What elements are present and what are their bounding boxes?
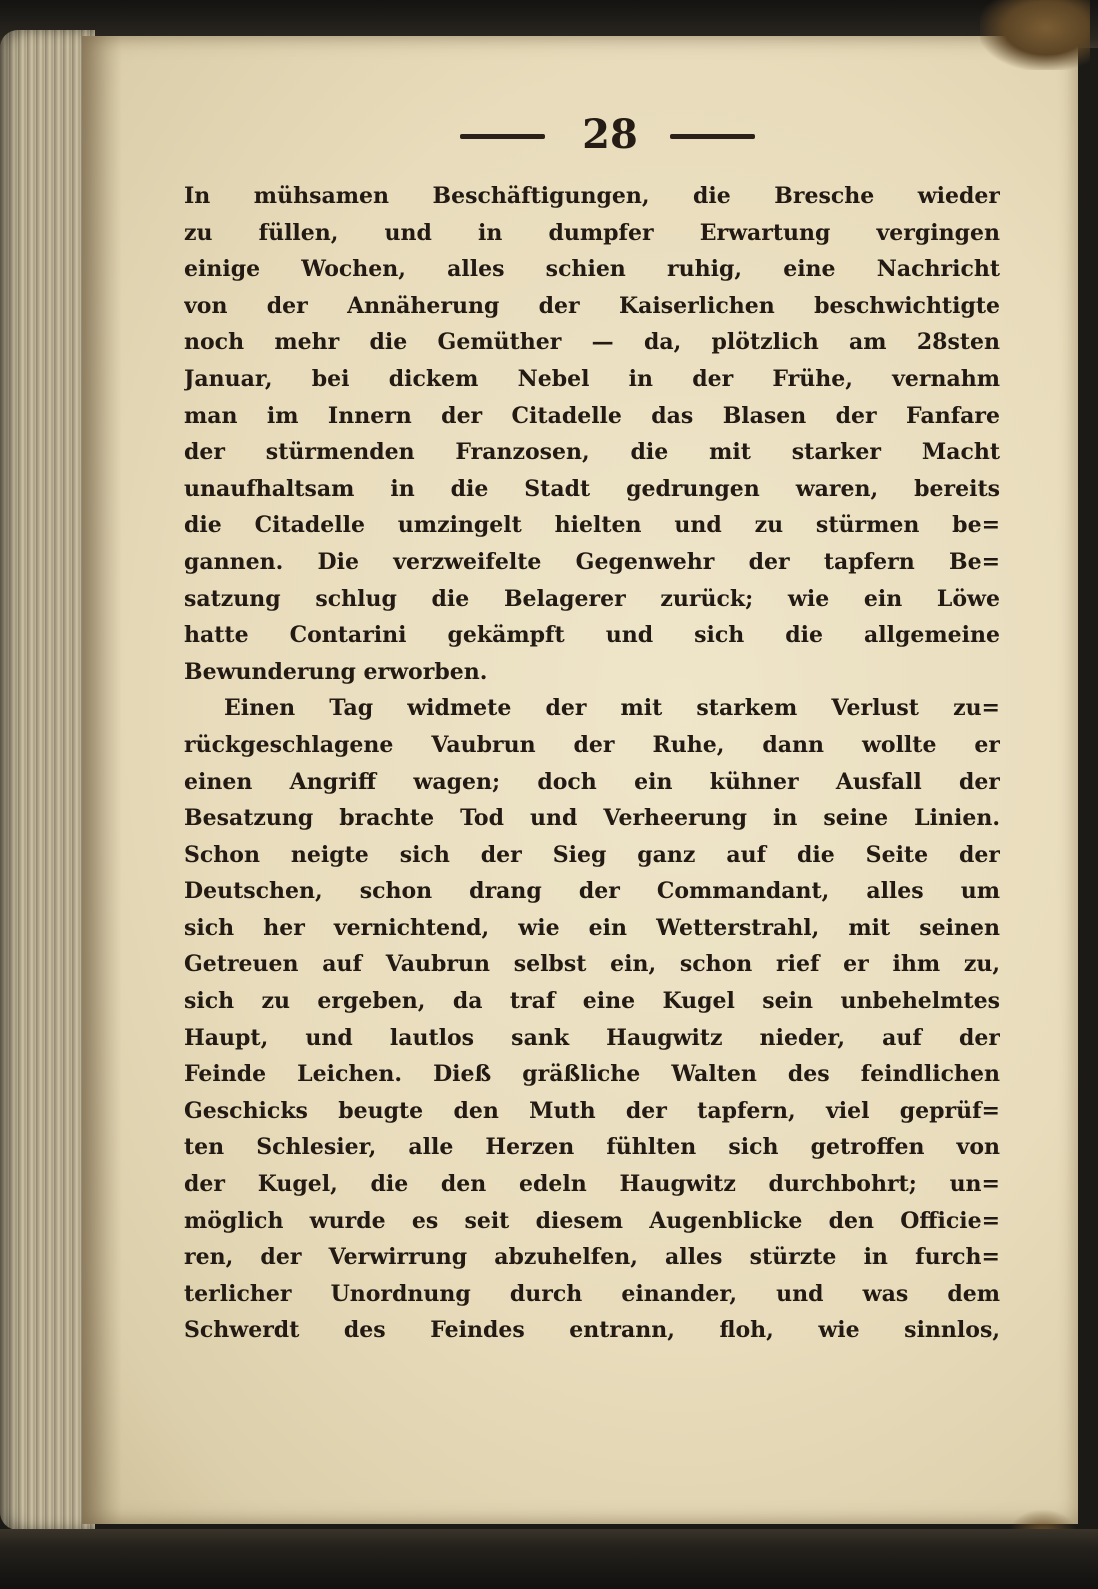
text-line: unaufhaltsam in die Stadt gedrungen waren, bereits xyxy=(184,475,1000,502)
text-line: ren, der Verwirrung abzuhelfen, alles stürzte in furch= xyxy=(184,1244,1000,1271)
page-stack-edges xyxy=(0,30,95,1530)
text-line: der Kugel, die den edeln Haugwitz durchbohrt; un= xyxy=(184,1171,1000,1198)
text-line: einen Angriff wagen; doch ein kühner Ausfall der xyxy=(184,768,1000,795)
text-line: sich her vernichtend, wie ein Wetterstrahl, mit seinen xyxy=(184,914,1000,941)
text-line: der stürmenden Franzosen, die mit starker Macht xyxy=(184,439,1000,466)
page-header xyxy=(460,110,760,160)
text-line: zu füllen, und in dumpfer Erwartung vergingen xyxy=(184,219,1000,246)
text-line: die Citadelle umzingelt hielten und zu stürmen be= xyxy=(184,512,1000,539)
text-line: satzung schlug die Belagerer zurück; wie ein Löwe xyxy=(184,585,1000,612)
text-line: möglich wurde es seit diesem Augenblicke den Officie= xyxy=(184,1207,1000,1234)
worn-corner-top xyxy=(980,0,1090,70)
text-line: Einen Tag widmete der mit starkem Verlust zu= xyxy=(224,695,1000,722)
text-line: Schwerdt des Feindes entrann, floh, wie sinnlos, xyxy=(184,1317,1000,1344)
text-line: Januar, bei dickem Nebel in der Frühe, vernahm xyxy=(184,365,1000,392)
header-rule-left xyxy=(460,134,545,139)
text-line: einige Wochen, alles schien ruhig, eine Nachricht xyxy=(184,256,1000,283)
text-line: ten Schlesier, alle Herzen fühlten sich getroffen von xyxy=(184,1134,1000,1161)
text-line: sich zu ergeben, da traf eine Kugel sein unbehelmtes xyxy=(184,988,1000,1015)
text-line: rückgeschlagene Vaubrun der Ruhe, dann wollte er xyxy=(184,731,1000,758)
text-line: Geschicks beugte den Muth der tapfern, viel geprüf= xyxy=(184,1097,1000,1124)
text-line: Getreuen auf Vaubrun selbst ein, schon rief er ihm zu, xyxy=(184,951,1000,978)
text-line: hatte Contarini gekämpft und sich die allgemeine xyxy=(184,622,1000,649)
text-line: Besatzung brachte Tod und Verheerung in seine Linien. xyxy=(184,805,1000,832)
text-line: Schon neigte sich der Sieg ganz auf die Seite der xyxy=(184,841,1000,868)
text-line: terlicher Unordnung durch einander, und was dem xyxy=(184,1280,1000,1307)
text-line: Haupt, und lautlos sank Haugwitz nieder, auf der xyxy=(184,1024,1000,1051)
spine-shadow xyxy=(82,36,122,1524)
book-cover-bottom-edge xyxy=(0,1529,1098,1589)
text-line: Deutschen, schon drang der Commandant, alles um xyxy=(184,878,1000,905)
text-line: von der Annäherung der Kaiserlichen beschwichtigte xyxy=(184,292,1000,319)
header-rule-right xyxy=(670,134,755,139)
page-number: 28 xyxy=(582,111,638,158)
text-line: noch mehr die Gemüther — da, plötzlich am 28sten xyxy=(184,329,1000,356)
text-line: Bewunderung erworben. xyxy=(184,658,488,685)
text-line: In mühsamen Beschäftigungen, die Bresche wieder xyxy=(184,183,1000,209)
paragraph-2 xyxy=(184,690,1000,1349)
body-text xyxy=(184,178,1000,1349)
paragraph-1 xyxy=(184,178,1000,690)
text-line: gannen. Die verzweifelte Gegenwehr der tapfern Be= xyxy=(184,548,1000,575)
text-line: Feinde Leichen. Dieß gräßliche Walten des feindlichen xyxy=(184,1061,1000,1088)
text-line: man im Innern der Citadelle das Blasen der Fanfare xyxy=(184,402,1000,429)
